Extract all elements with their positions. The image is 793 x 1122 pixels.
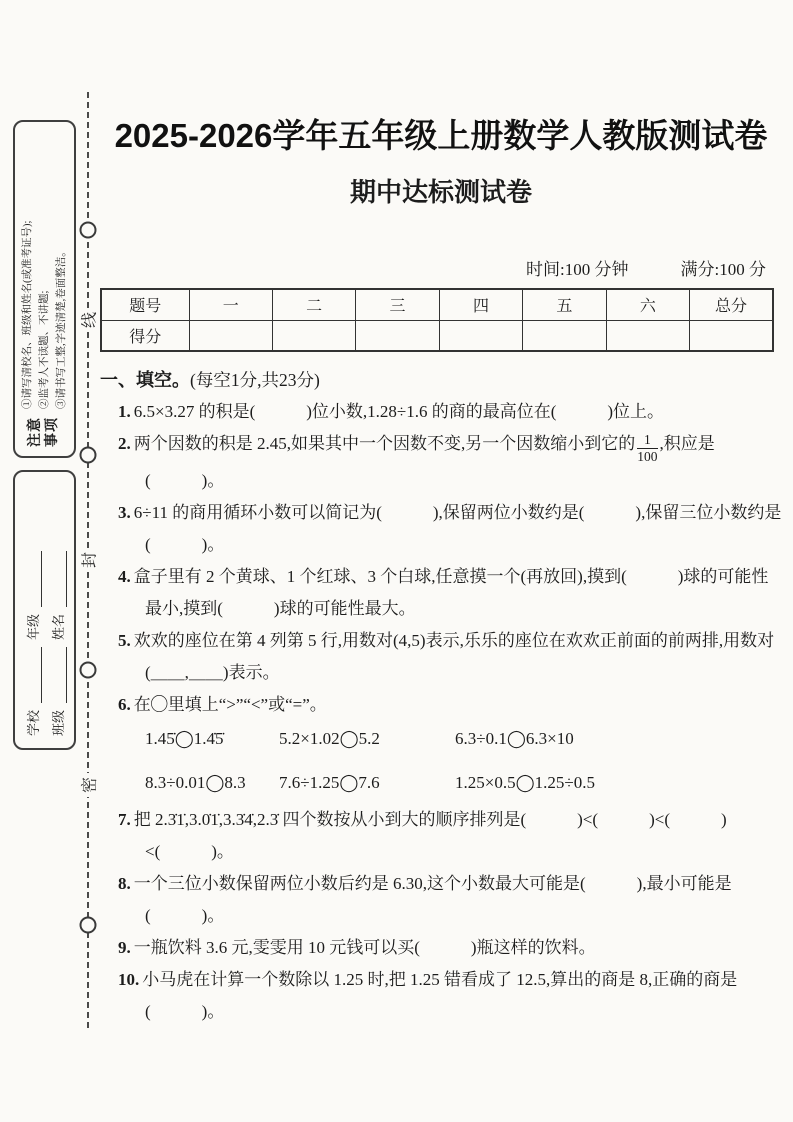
compare-expression: 8.3÷0.01◯8.3 — [145, 772, 246, 792]
question-text: ( )。 — [145, 470, 225, 490]
seal-hole-icon — [80, 917, 97, 934]
fraction — [637, 432, 657, 464]
fraction-numerator: 1 — [637, 432, 657, 449]
name-blank — [52, 551, 67, 607]
score-table-header: 四 — [439, 289, 522, 320]
question-5 — [118, 625, 782, 689]
school-label: 学校 — [25, 709, 41, 736]
section-one-note: (每空1分,共23分) — [190, 370, 320, 390]
question-10 — [118, 964, 782, 1028]
grade-blank — [27, 551, 42, 607]
notice-box — [13, 120, 76, 458]
score-table-header: 五 — [523, 289, 606, 320]
seal-char-feng: 封 — [77, 548, 100, 572]
score-table — [100, 288, 774, 352]
class-blank — [52, 647, 67, 703]
notice-heading-line1: 注意 — [28, 417, 44, 447]
score-table-score-row — [101, 320, 773, 351]
main-content — [100, 0, 782, 1028]
question-number: 5. — [118, 630, 131, 650]
seal-hole-icon — [80, 447, 97, 464]
score-cell — [272, 320, 355, 351]
grade-label: 年级 — [25, 613, 41, 640]
fraction-denominator: 100 — [637, 449, 658, 464]
question-text: 一瓶饮料 3.6 元,雯雯用 10 元钱可以买( )瓶这样的饮料。 — [133, 937, 596, 957]
page-title: 2025-2026学年五年级上册数学人教版测试卷 — [114, 117, 768, 154]
student-line-1 — [23, 484, 42, 736]
compare-expression: 7.6÷1.25◯7.6 — [279, 772, 380, 792]
score-cell — [523, 320, 606, 351]
student-info-box — [13, 470, 76, 750]
score-row-label: 得分 — [101, 320, 189, 351]
question-number: 4. — [118, 566, 131, 586]
question-number: 1. — [118, 402, 131, 421]
question-7 — [118, 804, 782, 868]
name-label: 姓名 — [50, 613, 66, 640]
question-text: 把 2.3̇1̇,3.0̇1̇,3.3̇4̇,2.3̇ 四个数按从小到大的顺序排列是( )<( )<( )<( )。 — [133, 809, 727, 861]
notice-box-content — [15, 122, 74, 456]
score-table-header: 题号 — [101, 289, 189, 320]
student-info-content — [15, 472, 74, 748]
question-text: 欢欢的座位在第 4 列第 5 行,用数对(4,5)表示,乐乐的座位在欢欢正前面的前两排,用数对(＿＿,＿＿)表示。 — [133, 630, 775, 682]
score-table-header: 六 — [606, 289, 689, 320]
question-text: 在◯里填上“>”“<”或“=”。 — [133, 694, 327, 714]
seal-char-mi: 密 — [77, 773, 100, 797]
compare-expression: 1.45̇◯1.4̇5̇ — [145, 728, 224, 748]
question-number: 6. — [118, 694, 131, 714]
notice-item: ①请写清校名、班级和姓名(或准考证号); — [22, 220, 33, 409]
score-table-header: 一 — [189, 289, 272, 320]
score-cell — [439, 320, 522, 351]
question-number: 3. — [118, 502, 131, 522]
time-limit-label: 时间:100 分钟 — [526, 260, 629, 279]
notice-items — [19, 221, 70, 409]
compare-expression: 5.2×1.02◯5.2 — [279, 728, 380, 748]
score-cell — [189, 320, 272, 351]
school-blank — [27, 647, 42, 703]
score-table-header-row — [101, 289, 773, 320]
question-number: 7. — [118, 809, 131, 829]
section-one-title: 一、填空。 — [100, 370, 190, 390]
question-text: 小马虎在计算一个数除以 1.25 时,把 1.25 错看成了 12.5,算出的商是 8,正确的商是( )。 — [142, 969, 738, 1021]
seal-hole-icon — [80, 222, 97, 239]
question-6 — [118, 689, 782, 721]
score-cell — [606, 320, 689, 351]
question-4 — [118, 561, 782, 625]
notice-item: ②监考人不读题、不讲题; — [39, 290, 50, 409]
section-one-heading — [100, 367, 782, 393]
question-number: 8. — [118, 873, 131, 893]
question-8 — [118, 868, 782, 932]
question-text: 盒子里有 2 个黄球、1 个红球、3 个白球,任意摸一个(再放回),摸到( )球的可能性最小,摸到( )球的可能性最大。 — [133, 566, 769, 618]
question-text: 6.5×3.27 的积是( )位小数,1.28÷1.6 的商的最高位在( )位上。 — [133, 402, 665, 421]
question-number: 9. — [118, 937, 131, 957]
exam-info — [100, 255, 782, 280]
question-number: 2. — [118, 434, 131, 453]
seal-char-line: 线 — [77, 308, 100, 332]
question-1 — [118, 396, 782, 428]
seal-hole-icon — [80, 662, 97, 679]
question-text: 两个因数的积是 2.45,如果其中一个因数不变,另一个因数缩小到它的 — [133, 434, 636, 453]
fill-in-blank-questions — [118, 396, 782, 1028]
score-cell — [356, 320, 439, 351]
score-table-header: 三 — [356, 289, 439, 320]
score-table-header: 二 — [272, 289, 355, 320]
question-6-expressions — [145, 724, 782, 798]
score-cell — [690, 320, 773, 351]
notice-heading-line2: 事项 — [44, 417, 60, 447]
notice-heading — [28, 417, 60, 447]
compare-expression: 1.25×0.5◯1.25÷0.5 — [455, 772, 595, 792]
question-number: 10. — [118, 969, 140, 989]
question-3 — [118, 497, 782, 561]
page-subtitle: 期中达标测试卷 — [349, 177, 532, 207]
full-score-label: 满分:100 分 — [680, 260, 766, 279]
notice-item: ③请书写工整,字迹清楚,卷面整洁。 — [56, 246, 67, 409]
question-text: ,积应是 — [659, 434, 715, 453]
score-table-header: 总分 — [690, 289, 773, 320]
question-2 — [118, 428, 782, 497]
student-line-2 — [48, 484, 67, 736]
question-text: 6÷11 的商用循环小数可以简记为( ),保留两位小数约是( ),保留三位小数约是( )。 — [133, 502, 782, 554]
question-9 — [118, 932, 782, 964]
class-label: 班级 — [50, 709, 66, 736]
compare-expression: 6.3÷0.1◯6.3×10 — [455, 728, 574, 748]
question-text: 一个三位小数保留两位小数后约是 6.30,这个小数最大可能是( ),最小可能是( )。 — [133, 873, 732, 925]
